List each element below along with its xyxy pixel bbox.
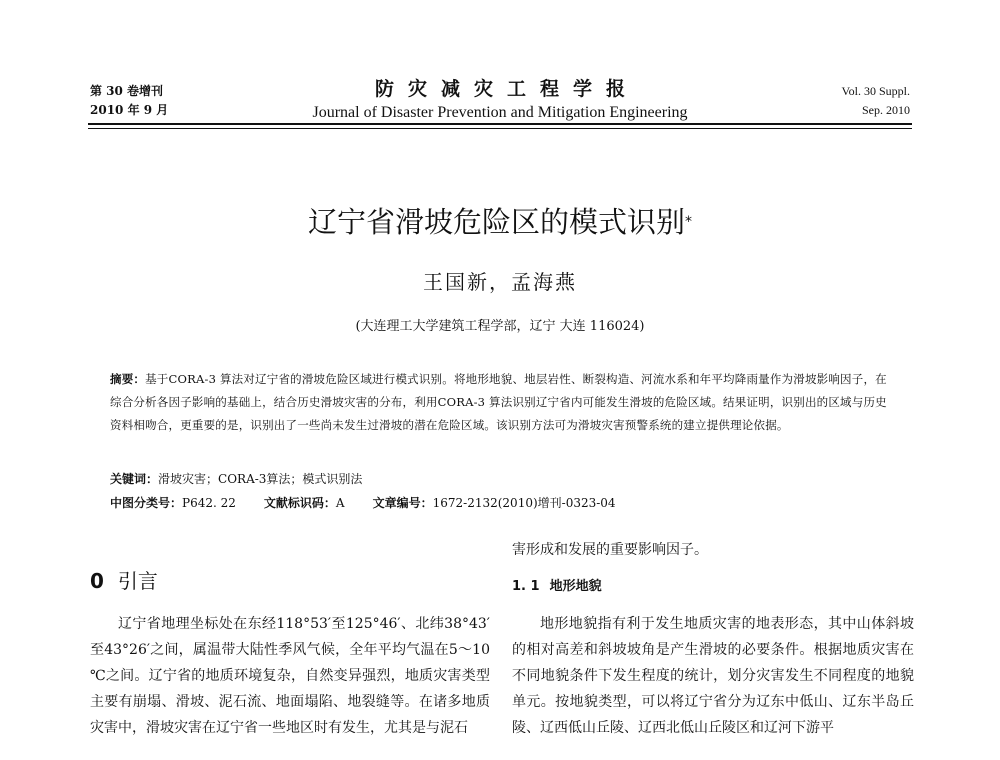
article-title [150,202,850,242]
keywords-text: 滑坡灾害；CORA-3算法；模式识别法 [158,472,363,486]
section-0-heading [90,567,158,595]
section-1-1-number: 1. 1 [512,579,540,594]
intro-paragraph: 辽宁省地理坐标处在东经118°53′至125°46′、北纬38°43′至43°26′之间，属温带大陆性季风气候，全年平均气温在5～10 ℃之间。辽宁省的地质环境复杂，自然变异强烈，地质灾害类型主要有崩塌、滑坡、泥石流、地面塌陷、地裂缝等。在诸多地质灾害中，滑坡灾害在辽宁省一些地区时有发生，尤其是与泥石 [90,616,490,736]
affiliation: (大连理工大学建筑工程学部，辽宁 大连 116024) [355,319,645,334]
section-1-1-heading [512,576,602,598]
article-number-value: 1672-2132(2010)增刊-0323-04 [432,496,616,510]
header-date-en: Sep. 2010 [862,103,910,117]
header-volume: 第 30 卷增刊 [90,84,164,98]
section-0-title: 引言 [117,569,158,593]
journal-name-cn: 防灾减灾工程学报 [374,78,639,100]
abstract-label: 摘要： [110,372,146,386]
doc-code-value: A [335,496,345,510]
continuation-text: 害形成和发展的重要影响因子。 [512,542,708,558]
journal-masthead [250,76,750,124]
header-issue-info [90,82,168,120]
abstract [110,368,890,437]
abstract-text: 基于CORA-3 算法对辽宁省的滑坡危险区域进行模式识别。将地形地貌、地层岩性、断裂构造、河流水系和年平均降雨量作为滑坡影响因子，在综合分析各因子影响的基础上，结合历史滑坡灾害的分布，利用CORA-3 算法识别辽宁省内可能发生滑坡的危险区域。结果证明，识别出的区域与历史资料相吻合，更重要的是，识别出了一些尚未发生过滑坡的潜在危险区域。该识别方法可为滑坡灾害预警系统的建立提供理论依据。 [110,372,887,432]
clc-value: P642. 22 [182,496,236,510]
header-rule-thick [88,123,912,125]
right-column [512,611,914,741]
authors: 王国新，孟海燕 [423,270,577,294]
journal-name-en: Journal of Disaster Prevention and Mitigation Engineering [312,104,688,121]
clc-label: 中图分类号： [110,496,183,510]
article-number-label: 文章编号： [372,496,433,510]
right-column-continuation [512,537,914,563]
section-1-1-title: 地形地貌 [549,579,602,594]
doc-code-label: 文献标识码： [263,496,336,510]
left-column [90,611,490,741]
section-0-number: 0 [90,569,104,593]
header-date: 2010 年 9 月 [90,103,169,117]
classification-line [110,493,616,513]
keywords [110,469,362,489]
title-footnote-mark: * [685,214,692,230]
terrain-paragraph: 地形地貌指有利于发生地质灾害的地表形态，其中山体斜坡的相对高差和斜坡坡角是产生滑坡的必要条件。根据地质灾害在不同地貌条件下发生程度的统计，划分灾害发生不同程度的地貌单元。按地貌类型，可以将辽宁省分为辽东中低山、辽东半岛丘陵、辽西低山丘陵、辽西北低山丘陵区和辽河下游平 [512,616,914,736]
header-volume-en: Vol. 30 Suppl. [841,84,910,98]
article-title-text: 辽宁省滑坡危险区的模式识别 [307,205,685,239]
header-issue-info-en [760,82,910,120]
keywords-label: 关键词： [110,472,159,486]
header-rule-thin [88,128,912,129]
